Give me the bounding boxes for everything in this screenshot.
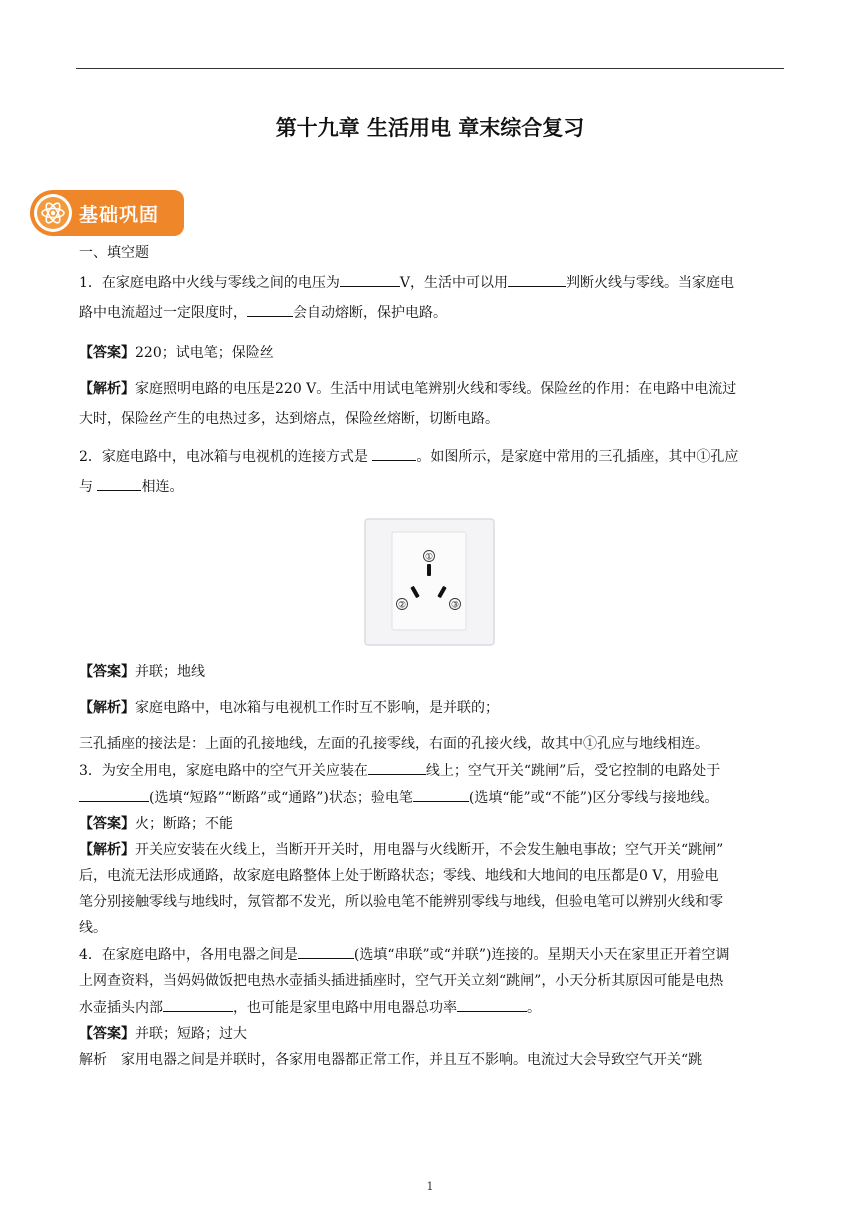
badge-label: 基础巩固 — [79, 204, 160, 226]
document-body-continued — [79, 662, 785, 1070]
explanation-4: 解析 家用电器之间是并联时，各家用电器都正常工作，并且互不影响。电流过大会导致空气开关“跳 — [79, 1052, 703, 1068]
answer-blank — [508, 272, 566, 287]
answer-1: 【答案】220；试电笔；保险丝 — [79, 345, 274, 361]
answer-blank — [457, 997, 527, 1012]
question-3: 3．为安全用电，家庭电路中的空气开关应装在 线上；空气开关“跳闸”后，受它控制的电路处于 (选填“短路”“断路”或“通路”)状态；验电笔 (选填“能”或“不能”)区分零线与接地线。 — [79, 760, 785, 808]
three-hole-socket-figure — [364, 518, 495, 646]
answer-blank — [372, 446, 416, 461]
answer-blank — [340, 272, 400, 287]
answer-blank — [368, 760, 426, 775]
answer-blank — [163, 997, 233, 1012]
answer-3: 【答案】火；断路；不能 — [79, 816, 233, 832]
explanation-2: 【解析】家庭电路中，电冰箱与电视机工作时互不影响，是并联的； 三孔插座的接法是：上面的孔接地线，左面的孔接零线，右面的孔接火线，故其中①孔应与地线相连。 — [79, 700, 709, 752]
section-heading: 一、填空题 — [79, 245, 149, 261]
atom-icon — [37, 197, 69, 229]
explanation-1: 【解析】家庭照明电路的电压是220 V。生活中用试电笔辨别火线和零线。保险丝的作用：在电路中电流过 大时，保险丝产生的电热过多，达到熔点，保险丝熔断，切断电路。 — [79, 381, 737, 427]
document-body — [79, 243, 785, 497]
socket-label-2: ② — [397, 600, 407, 611]
header-rule — [76, 68, 784, 69]
answer-blank — [298, 944, 354, 959]
explanation-3: 【解析】开关应安装在火线上，当断开开关时，用电器与火线断开，不会发生触电事故；空气开关“跳闸” 后，电流无法形成通路，故家庭电路整体上处于断路状态；零线、地线和大地间的电压都是0 V，用验电 笔分别接触零线与地线时，氖管都不发光，所以验电笔不能辨别零线与地线，但验电笔可以辨别火线和零 线。 — [79, 842, 724, 936]
answer-2: 【答案】并联；地线 — [79, 664, 205, 680]
question-1: 1．在家庭电路中火线与零线之间的电压为 V，生活中可以用 判断火线与零线。当家庭电 路中电流超过一定限度时， 会自动熔断，保护电路。 — [79, 272, 785, 323]
answer-blank — [79, 787, 149, 802]
answer-blank — [247, 302, 293, 317]
answer-4: 【答案】并联；短路；过大 — [79, 1026, 247, 1042]
badge-icon-frame — [34, 194, 72, 232]
section-badge — [30, 190, 184, 236]
page-number: 1 — [426, 1180, 434, 1193]
page-title: 第十九章 生活用电 章末综合复习 — [275, 116, 585, 140]
question-2: 2．家庭电路中，电冰箱与电视机的连接方式是 。如图所示，是家庭中常用的三孔插座，其中①孔应 与 相连。 — [79, 446, 785, 497]
question-4: 4．在家庭电路中，各用电器之间是 (选填“串联”或“并联”)连接的。星期天小天在家里正开着空调 上网查资料，当妈妈做饭把电热水壶插头插进插座时，空气开关立刻“跳闸”，小天分析其原因可能是电热 水壶插头内部 ，也可能是家里电路中用电器总功率 。 — [79, 944, 785, 1018]
socket-label-1: ① — [424, 552, 434, 563]
answer-blank — [97, 476, 141, 491]
answer-blank — [413, 787, 469, 802]
socket-label-3: ③ — [450, 600, 460, 611]
